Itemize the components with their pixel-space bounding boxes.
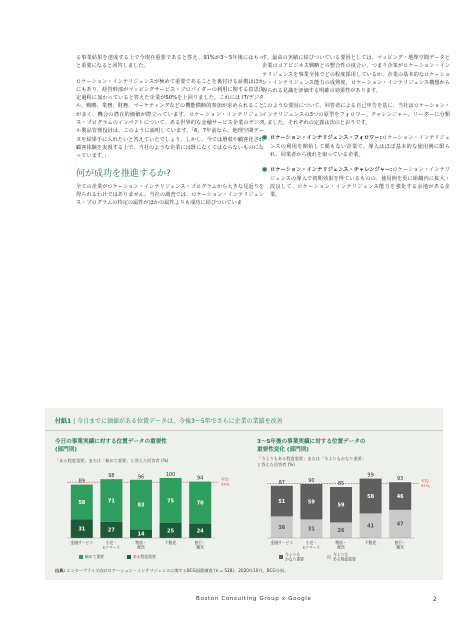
- bullet-challenger: [262, 166, 450, 199]
- total-label: 100: [165, 472, 176, 478]
- total-label: 98: [108, 473, 115, 480]
- data-label: 51: [278, 498, 286, 505]
- data-label: 59: [337, 502, 345, 509]
- data-label: 36: [278, 525, 286, 531]
- data-label: 83: [137, 502, 145, 509]
- left-column: [76, 54, 264, 214]
- section-heading: 何が成功を推進するか?: [76, 168, 171, 179]
- bullet-term: ロケーション・インテリジェンス・チャレンジャー:: [270, 167, 393, 174]
- paragraph: このような要因について、回答者による自己申告を基に、当社はロケーション・インテリジェンスの3つの原型をフォロワー、チャレンジャー、リーダーに分類しました。それぞれの定義は次のとおりです。: [262, 103, 450, 127]
- data-label: 14: [137, 531, 145, 538]
- data-label: 70: [196, 500, 204, 507]
- total-label: 87: [278, 479, 285, 486]
- average-label: 平均 93%: [221, 477, 230, 487]
- total-label: 93: [397, 476, 404, 483]
- data-label: 75: [167, 498, 175, 505]
- total-label: 94: [197, 475, 204, 482]
- left-panel-heading: 今日の事業実績に対する位置データの重要性 (部門別): [55, 439, 167, 453]
- total-label: 85: [337, 481, 345, 487]
- data-label: 26: [337, 528, 345, 534]
- legend-swatch: [127, 555, 131, 559]
- data-label: 46: [396, 493, 404, 500]
- data-label: 71: [107, 498, 115, 505]
- right-column: [262, 54, 450, 206]
- data-label: 25: [167, 528, 175, 535]
- data-label: 58: [78, 499, 86, 506]
- data-label: 41: [367, 523, 375, 530]
- category-label: 小売・ eコマース: [102, 540, 121, 550]
- category-label: 旅行・観光: [394, 540, 406, 550]
- left-panel-subtitle: 「ある程度重要」または「極めて重要」と答えた回答者 (%): [55, 458, 169, 463]
- bullet-term: ロケーション・インテリジェンス・フォロワー:: [270, 135, 382, 142]
- bullet-text: ロケーション・インテリジェンスの導入で初期効果を得ているものの、使用例を更に組織内に拡大・改良して、ロケーション・インテリジェンス能力を強化する余地がある企業。: [270, 167, 450, 199]
- paragraph: 全ての企業がロケーション・インテリジェンス・プログラムから大きな見返りを得られるわけではありません。当社の調査では、ロケーション・インテリジェンス・プログラムの特定の属性がほかの属性よりも成功に結びついていま: [76, 183, 264, 207]
- category-label: 不動産: [364, 540, 377, 545]
- legend-swatch: [79, 555, 83, 559]
- data-label: 58: [367, 493, 375, 500]
- data-label: 24: [196, 528, 204, 535]
- category-label: 旅行・観光: [194, 540, 206, 550]
- page-footer: Boston Consulting Group x Google: [196, 596, 312, 602]
- legend-label: ある程度重要: [133, 554, 156, 559]
- legend-swatch: [279, 555, 283, 559]
- total-label: 96: [137, 474, 145, 481]
- data-label: 27: [107, 527, 115, 534]
- source-note: 出典: エンタープライズ向けロケーション・インテリジェンスに関するBCG国際調査 (n = 528)、2020年10月。BCG分析。: [55, 568, 289, 573]
- average-label: 平均 91%: [421, 478, 430, 488]
- category-label: 金融サービス: [270, 540, 294, 545]
- category-label: 金融サービス: [70, 540, 94, 545]
- category-label: 小売・ eコマース: [302, 540, 321, 550]
- divider: [45, 430, 443, 431]
- page-number: 2: [433, 596, 437, 603]
- bullet-text: ロケーション・インテリジェンスの利用を開始して間もない企業で、導入はほぼ基本的な使用例に限られ、同業者から後れを取っている企業。: [270, 135, 450, 158]
- data-label: 31: [307, 526, 315, 533]
- data-label: 47: [396, 521, 404, 528]
- paragraph: ロケーション・インテリジェンスが極めて重要であることを裏付ける証拠はほかにもあり、経営幹部がマッピングサービス・プロバイダーの利用に関する意思決定過程に加わっていると答えた企業が50%を上回りました。これには IT/デジタル、戦略、業務、財務、マーケティングなどの機能横断的参加が求められることが多く、機会の潜在的価値が際立っています。ロケーション・インテリジェンス・プログラムのインパクトについて、ある世界的な金融サービス企業のデジタル製品管理役員は、このように説明しています。「6、7年前なら、地理空間データを結果手に入れたいと答えていたでしょう。しかし、今では増収や顧客化され顧客体験を実現する上で、当社のような企業には既になくてはならないものになっています。」: [76, 78, 264, 160]
- category-label: 物流・配送: [335, 540, 347, 550]
- total-label: 90: [308, 478, 315, 484]
- legend-label: 今よりもかなり重要: [285, 552, 304, 562]
- total-label: 89: [78, 478, 85, 485]
- data-label: 59: [307, 499, 315, 506]
- legend-swatch: [327, 555, 331, 559]
- legend-label: 極めて重要: [85, 554, 104, 559]
- paragraph: る事業結果を達成する上で今現在重要であると答え、91%が3〜5年後にはもっと重要になると回答しました。: [76, 55, 264, 70]
- paragraph: す。最高の実績に結びついている要因としては、マッピング・地理空間データと企業のコアビジネス戦略との整合性の度合い、つまり企業がロケーション・インテリジェンスを事業全体でどの程度採用しているか、企業の基本的なロケーション・インテリジェンス能力の成熟度、ロケーション・インテリジェンス構想から得られる見識を評価する明確の効果性があります。: [262, 55, 450, 95]
- legend-label: 今よりもある程度重要: [333, 552, 356, 562]
- right-panel-heading: 3〜5年後の事業実績に対する位置データの 重要性変化 (部門別): [257, 439, 366, 453]
- exhibit-box: [45, 408, 443, 580]
- category-label: 不動産: [164, 540, 177, 545]
- data-label: 31: [78, 526, 86, 533]
- category-label: 物流・配送: [135, 540, 147, 550]
- left-stacked-bar-chart: [53, 466, 243, 566]
- total-label: 99: [367, 472, 374, 479]
- right-panel-subtitle: 「今よりもある程度重要」または「今よりもかなり重要」 と答えた回答者 (%): [257, 456, 366, 467]
- bullet-follower: [262, 134, 450, 159]
- exhibit-title: 付紙1 | 今日までに価値がある位置データは、今後3〜5年でさらに企業の業績を改善: [55, 418, 283, 425]
- right-stacked-bar-chart: [253, 466, 443, 566]
- bullet-icon: ●: [262, 134, 268, 142]
- bullet-icon: ●: [262, 166, 268, 174]
